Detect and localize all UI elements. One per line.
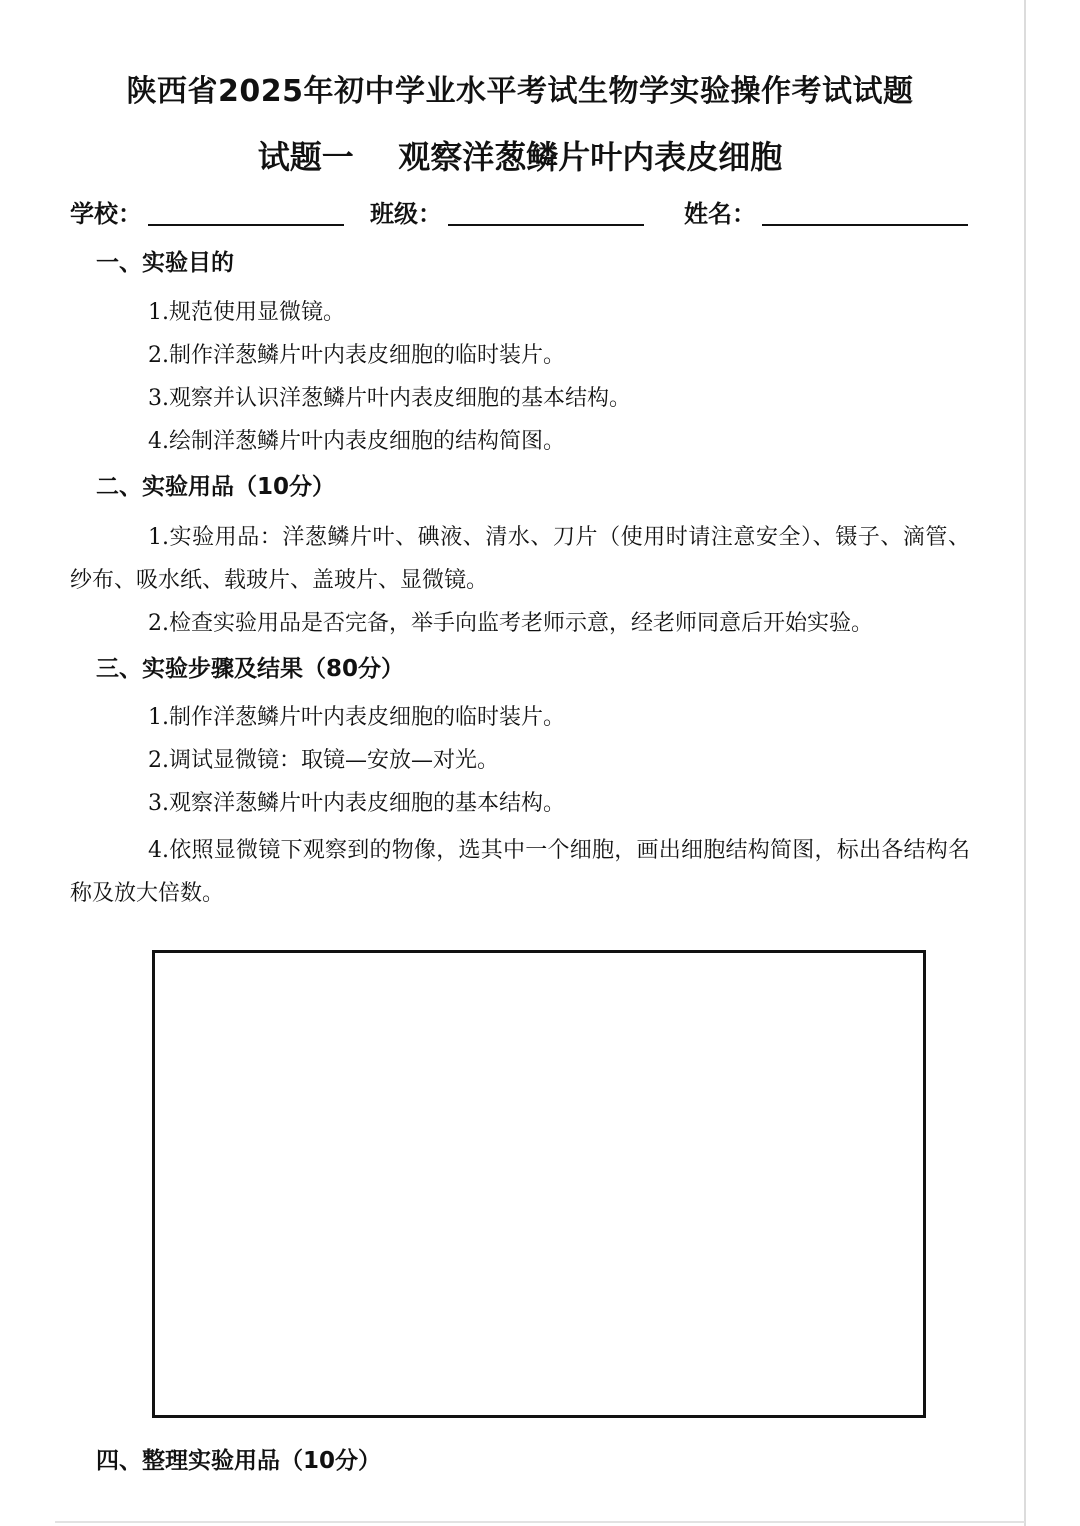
- procedure-item: 1.制作洋葱鳞片叶内表皮细胞的临时装片。: [148, 705, 565, 730]
- purpose-item: 3.观察并认识洋葱鳞片叶内表皮细胞的基本结构。: [148, 386, 631, 411]
- name-blank-line[interactable]: [762, 224, 968, 226]
- purpose-item: 4.绘制洋葱鳞片叶内表皮细胞的结构简图。: [148, 429, 565, 454]
- section-heading-purpose: 一、实验目的: [96, 250, 234, 276]
- student-info-row: [0, 194, 1040, 234]
- class-blank-line[interactable]: [448, 224, 644, 226]
- section-heading-procedure: 三、实验步骤及结果（80分）: [96, 656, 405, 682]
- procedure-item: 3.观察洋葱鳞片叶内表皮细胞的基本结构。: [148, 791, 565, 816]
- materials-item: 2.检查实验用品是否完备，举手向监考老师示意，经老师同意后开始实验。: [148, 611, 873, 636]
- cell-drawing-area[interactable]: [152, 950, 926, 1418]
- school-label: 学校：: [70, 200, 142, 228]
- page-bottom-divider: [55, 1521, 1025, 1523]
- exam-title: 陕西省2025年初中学业水平考试生物学实验操作考试试题: [126, 74, 914, 109]
- school-blank-line[interactable]: [148, 224, 344, 226]
- section-heading-materials: 二、实验用品（10分）: [96, 474, 336, 500]
- materials-item: 1.实验用品：洋葱鳞片叶、碘液、清水、刀片（使用时请注意安全）、镊子、滴管、纱布、吸水纸、载玻片、盖玻片、显微镜。: [70, 525, 970, 593]
- question-title: 试题一 观察洋葱鳞片叶内表皮细胞: [257, 138, 783, 176]
- class-label: 班级：: [370, 200, 442, 228]
- section-heading-cleanup: 四、整理实验用品（10分）: [96, 1448, 382, 1474]
- purpose-item: 2.制作洋葱鳞片叶内表皮细胞的临时装片。: [148, 343, 565, 368]
- name-label: 姓名：: [684, 200, 756, 228]
- procedure-item: 2.调试显微镜：取镜—安放—对光。: [148, 748, 499, 773]
- purpose-item: 1.规范使用显微镜。: [148, 300, 345, 325]
- procedure-item: 4.依照显微镜下观察到的物像，选其中一个细胞，画出细胞结构简图，标出各结构名称及放大倍数。: [70, 838, 970, 906]
